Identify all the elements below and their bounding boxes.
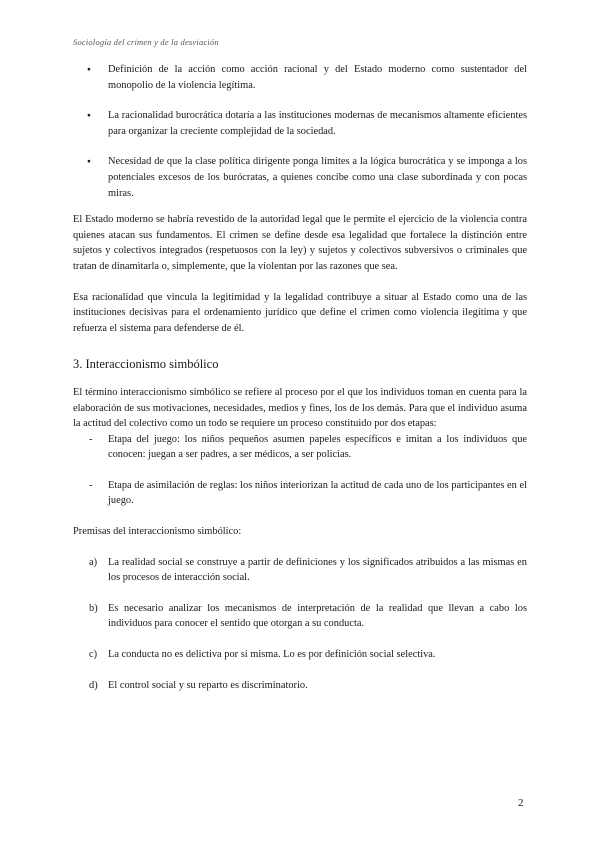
premise-text: El control social y su reparto es discriminatorio. [108, 679, 308, 691]
premise-marker: a) [89, 556, 98, 568]
paragraph-estado-moderno: El Estado moderno se habría revestido de la autoridad legal que le permite el ejercicio de la violencia contra quienes atacan sus fundamentos. El crimen se define desde esa legalidad que fortalece la distinción entre sujetos y colectivos integrados (respetuosos con la ley) y sujetos y colectivos subversivos o criminales que tratan de dinamitarla o, simplemente, que la violentan por las razones que sea. [73, 214, 527, 272]
weber-bullet-list [73, 62, 527, 201]
premise-item [73, 601, 527, 632]
section-heading: 3. Interaccionismo simbólico [73, 357, 219, 372]
bullet-item: ● Definición de la acción como acción racional y del Estado moderno como sustentador del monopolio de la violencia legítima. [73, 62, 527, 93]
premises-title: Premisas del interaccionismo simbólico: [73, 526, 242, 538]
premise-marker: b) [89, 602, 98, 614]
premise-item [73, 555, 527, 586]
premise-text: La realidad social se construye a partir de definiciones y los significados atribuidos a las mismas en los procesos de interacción social. [108, 556, 527, 584]
stage-item: - Etapa de asimilación de reglas: los niños interiorizan la actitud de cada uno de los participantes en el juego. [73, 478, 527, 509]
paragraph-racionalidad: Esa racionalidad que vincula la legitimidad y la legalidad contribuye a situar al Estado como una de las instituciones decisivas para el ordenamiento jurídico que define el crimen como violencia ilegítima y que refuerza el sistema para defenderse de él. [73, 291, 527, 334]
paragraph-interaccionismo: El término interaccionismo simbólico se refiere al proceso por el que los individuos toman en cuenta para la elaboración de sus motivaciones, necesidades, medios y fines, los de los demás. Para que el individuo asuma la actitud del colectivo como un todo se requiere un proceso constituido por dos etapas: [73, 386, 527, 430]
premise-marker: d) [89, 679, 98, 691]
page-number: 2 [518, 797, 524, 809]
premise-marker: c) [89, 649, 98, 661]
stages-list [73, 432, 527, 509]
premise-item [73, 647, 527, 663]
page-body [73, 62, 527, 693]
premise-text: La conducta no es delictiva por sí misma. Lo es por definición social selectiva. [108, 649, 436, 661]
premise-item [73, 678, 527, 694]
premise-text: Es necesario analizar los mecanismos de interpretación de la realidad que llevan a cabo los individuos para conocer el sentido que otorgan a su conducta. [108, 602, 527, 630]
bullet-item: ● Necesidad de que la clase política dirigente ponga límites a la lógica burocrática y se imponga a los potenciales excesos de los burócratas, a quienes concibe como una clase subordinada y con pocas miras. [73, 154, 527, 201]
running-header: Sociología del crimen y de la desviación [73, 37, 219, 47]
bullet-item: ● La racionalidad burocrática dotaría a las instituciones modernas de mecanismos altamente eficientes para organizar la creciente complejidad de la sociedad. [73, 108, 527, 139]
stage-item: - Etapa del juego: los niños pequeños asumen papeles específicos e imitan a los individuos que conocen: juegan a ser padres, a ser médicos, a ser policías. [73, 432, 527, 463]
premises-list [73, 555, 527, 694]
